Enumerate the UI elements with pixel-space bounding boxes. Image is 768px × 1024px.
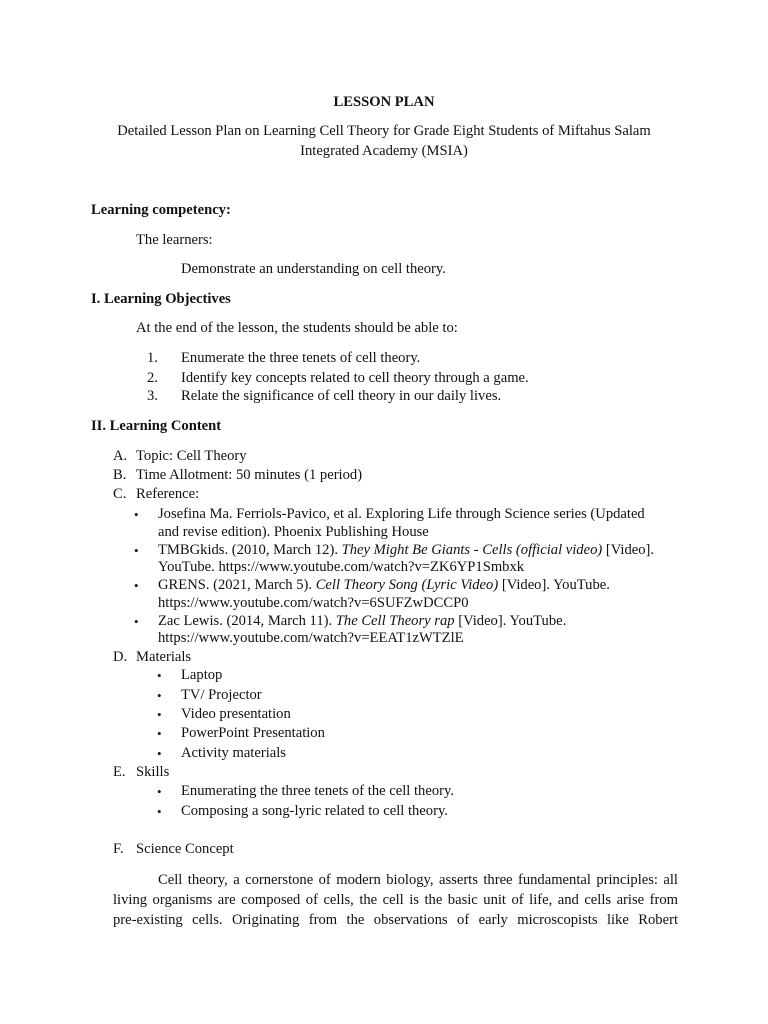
content-letter: D.	[113, 649, 128, 665]
objective-number: 3.	[147, 388, 158, 404]
content-skills-label: Skills	[136, 764, 170, 780]
bullet-icon: •	[157, 707, 162, 722]
objective-item: Relate the significance of cell theory in our daily lives.	[181, 388, 502, 404]
skill-item: Enumerating the three tenets of the cell theory.	[181, 783, 454, 799]
bullet-icon: •	[134, 578, 139, 593]
skill-item: Composing a song-lyric related to cell theory.	[181, 803, 448, 819]
content-letter: A.	[113, 448, 128, 464]
bullet-icon: •	[157, 688, 162, 703]
material-item: TV/ Projector	[181, 687, 262, 703]
paragraph-line: pre-existing cells. Originating from the observations of early microscopists like Robert	[113, 912, 678, 928]
objectives-heading: I. Learning Objectives	[91, 291, 231, 307]
reference-video-title: Cell Theory Song (Lyric Video)	[315, 577, 499, 593]
reference-item-line1: Zac Lewis. (2014, March 11). The Cell Theory rap [Video]. YouTube.	[158, 613, 567, 629]
content-letter: F.	[113, 841, 124, 857]
content-letter: B.	[113, 467, 127, 483]
reference-video-title: The Cell Theory rap	[335, 613, 455, 629]
content-letter: E.	[113, 764, 126, 780]
bullet-icon: •	[157, 804, 162, 819]
objective-number: 2.	[147, 370, 158, 386]
content-topic: Topic: Cell Theory	[136, 448, 247, 464]
bullet-icon: •	[157, 746, 162, 761]
content-time-allotment: Time Allotment: 50 minutes (1 period)	[136, 467, 363, 483]
subtitle-line-2: Integrated Academy (MSIA)	[300, 143, 468, 159]
reference-item-line1: GRENS. (2021, March 5). Cell Theory Song (Lyric Video) [Video]. YouTube.	[158, 577, 610, 593]
bullet-icon: •	[157, 726, 162, 741]
paragraph-line: living organisms are composed of cells, the cell is the basic unit of life, and cells arise from	[113, 892, 678, 908]
bullet-icon: •	[134, 543, 139, 558]
competency-heading: Learning competency:	[91, 202, 231, 218]
content-reference-label: Reference:	[136, 486, 200, 502]
objective-number: 1.	[147, 350, 158, 366]
material-item: PowerPoint Presentation	[181, 725, 325, 741]
reference-item-line2: YouTube. https://www.youtube.com/watch?v=ZK6YP1Smbxk	[158, 559, 525, 575]
objectives-intro: At the end of the lesson, the students should be able to:	[136, 320, 458, 336]
objective-item: Identify key concepts related to cell theory through a game.	[181, 370, 529, 386]
reference-item-line2: https://www.youtube.com/watch?v=EEAT1zWTZlE	[158, 630, 464, 646]
paragraph-line: Cell theory, a cornerstone of modern biology, asserts three fundamental principles: all	[158, 872, 678, 888]
reference-video-title: They Might Be Giants - Cells (official video)	[341, 542, 603, 558]
bullet-icon: •	[157, 668, 162, 683]
competency-statement: Demonstrate an understanding on cell theory.	[181, 261, 446, 277]
content-materials-label: Materials	[136, 649, 192, 665]
page-title: LESSON PLAN	[333, 94, 435, 110]
material-item: Laptop	[181, 667, 223, 683]
content-concept-label: Science Concept	[136, 841, 234, 857]
bullet-icon: •	[134, 507, 139, 522]
reference-item-line2: https://www.youtube.com/watch?v=6SUFZwDCCP0	[158, 595, 469, 611]
science-concept-paragraph	[113, 870, 678, 930]
material-item: Activity materials	[181, 745, 286, 761]
subtitle-line-1: Detailed Lesson Plan on Learning Cell Theory for Grade Eight Students of Miftahus Salam	[117, 123, 651, 139]
material-item: Video presentation	[181, 706, 291, 722]
reference-item-line1: TMBGkids. (2010, March 12). They Might Be Giants - Cells (official video) [Video].	[158, 542, 655, 558]
bullet-icon: •	[157, 784, 162, 799]
reference-item-line2: and revise edition). Phoenix Publishing House	[158, 524, 429, 540]
competency-learners: The learners:	[136, 232, 213, 248]
reference-item-line1: Josefina Ma. Ferriols-Pavico, et al. Exploring Life through Science series (Updated	[158, 506, 645, 522]
content-heading: II. Learning Content	[91, 418, 222, 434]
bullet-icon: •	[134, 614, 139, 629]
content-letter: C.	[113, 486, 127, 502]
objective-item: Enumerate the three tenets of cell theory.	[181, 350, 421, 366]
